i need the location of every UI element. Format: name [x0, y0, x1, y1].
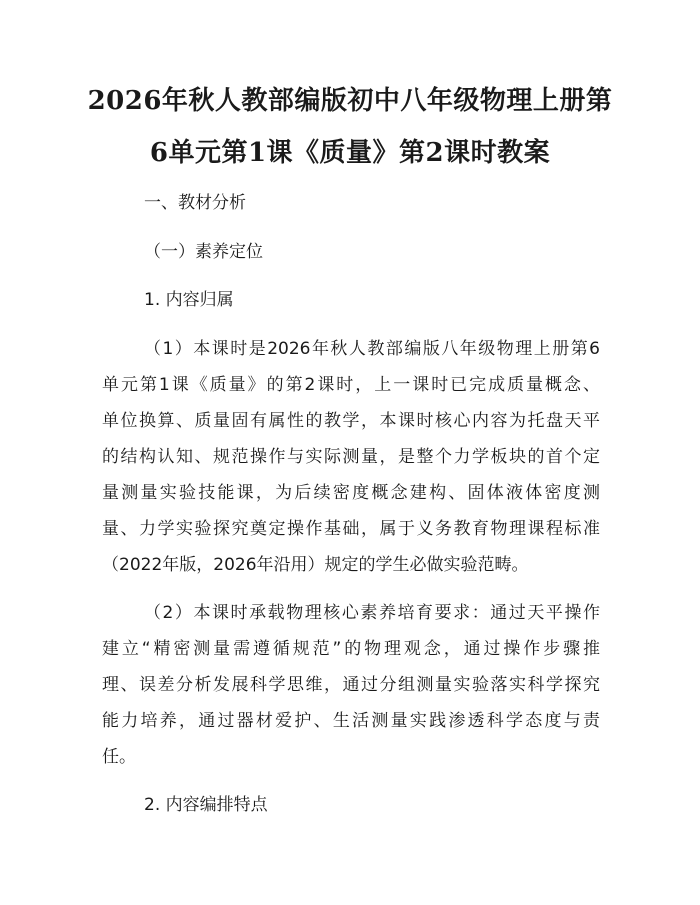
- paragraph-1-line: 量测量实验技能课，为后续密度概念建构、固体液体密度测: [102, 483, 600, 503]
- item-heading-content-attribution: 1. 内容归属: [144, 290, 234, 310]
- paragraph-2-line: 能力培养，通过器材爱护、生活测量实践渗透科学态度与责: [102, 711, 600, 731]
- paragraph-1-line: （1）本课时是2026年秋人教部编版八年级物理上册第6: [144, 339, 600, 359]
- paragraph-2-line: 建立“精密测量需遵循规范”的物理观念，通过操作步骤推: [102, 639, 600, 659]
- section-heading-textbook-analysis: 一、教材分析: [144, 193, 246, 213]
- paragraph-1-line: 单位换算、质量固有属性的教学，本课时核心内容为托盘天平: [102, 411, 600, 431]
- subsection-heading-literacy-positioning: （一）素养定位: [144, 242, 263, 262]
- paragraph-1-line: 单元第1课《质量》的第2课时，上一课时已完成质量概念、: [102, 375, 600, 395]
- paragraph-2-line: 理、误差分析发展科学思维，通过分组测量实验落实科学探究: [102, 675, 600, 695]
- paragraph-1-line: 量、力学实验探究奠定操作基础，属于义务教育物理课程标准: [102, 519, 600, 539]
- paragraph-1-line-last: （2022年版，2026年沿用）规定的学生必做实验范畴。: [102, 555, 529, 575]
- document-title-line-2: 6单元第1课《质量》第2课时教案: [149, 138, 551, 168]
- item-heading-content-arrangement: 2. 内容编排特点: [144, 795, 268, 815]
- paragraph-2-line: （2）本课时承载物理核心素养培育要求：通过天平操作: [144, 603, 600, 623]
- paragraph-2-line-last: 任。: [102, 747, 136, 767]
- paragraph-1-line: 的结构认知、规范操作与实际测量，是整个力学板块的首个定: [102, 447, 600, 467]
- document-title-line-1: 2026年秋人教部编版初中八年级物理上册第: [87, 86, 613, 116]
